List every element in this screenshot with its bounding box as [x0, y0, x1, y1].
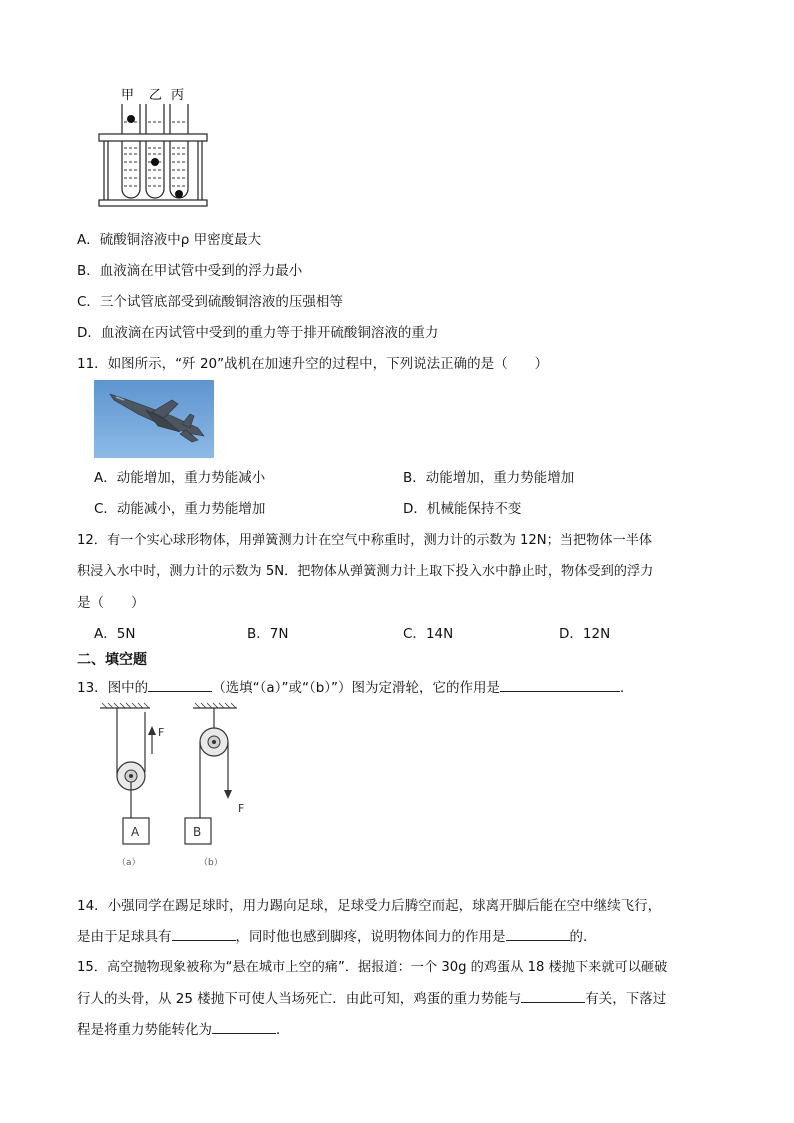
q11-option-a: A．动能增加，重力势能减小: [94, 470, 266, 486]
force-label-b: F: [238, 802, 245, 815]
q15-blank-2[interactable]: [212, 1019, 276, 1034]
q14-blank-2[interactable]: [506, 926, 570, 941]
q14-blank-1[interactable]: [172, 926, 236, 941]
q10-option-a: A．硫酸铜溶液中ρ 甲密度最大: [77, 232, 262, 248]
test-tube-rack-figure: [96, 86, 210, 210]
blood-drop-yi: [151, 158, 159, 166]
tube-label-jia: 甲: [121, 88, 135, 103]
q15-line2: 行人的头骨，从 25 楼抛下可使人当场死亡．由此可知，鸡蛋的重力势能与 有关，下落过: [77, 987, 666, 1007]
q12-option-d: D．12N: [559, 626, 611, 642]
q10-option-b: B．血液滴在甲试管中受到的浮力最小: [77, 263, 303, 279]
q11-option-b: B．动能增加，重力势能增加: [403, 470, 575, 486]
blood-drop-bing: [175, 190, 183, 198]
q11-stem: 11．如图所示，“歼 20”战机在加速升空的过程中，下列说法正确的是（ ）: [77, 356, 549, 372]
q12-stem-line2: 积浸入水中时，测力计的示数为 5N．把物体从弹簧测力计上取下投入水中静止时，物体受到的浮力: [77, 564, 654, 579]
q10-option-c: C．三个试管底部受到硫酸铜溶液的压强相等: [77, 294, 343, 310]
q12-stem-line3: 是（ ）: [77, 595, 145, 611]
tube-label-bing: 丙: [171, 88, 185, 103]
q14-line1: 14．小强同学在踢足球时，用力踢向足球，足球受力后腾空而起，球离开脚后能在空中继续飞行，: [77, 898, 662, 914]
q15-blank-1[interactable]: [521, 988, 585, 1003]
q12-option-c: C．14N: [403, 626, 454, 642]
block-b-label: B: [193, 825, 202, 839]
q15-line3: 程是将重力势能转化为 ．: [77, 1018, 290, 1038]
caption-a: （a）: [117, 858, 141, 868]
j20-fighter-photo: [94, 380, 214, 458]
q14-line2: 是由于足球具有 ，同时他也感到脚疼，说明物体间力的作用是 的．: [77, 925, 597, 945]
q11-option-d: D．机械能保持不变: [403, 501, 522, 517]
pulley-figure: [95, 702, 255, 872]
q13-stem: 13．图中的 （选填“（a）”或“（b）”）图为定滑轮，它的作用是 ．: [77, 676, 634, 696]
section-title-fill-in: 二、填空题: [77, 652, 147, 668]
q15-line1: 15．高空抛物现象被称为“悬在城市上空的痛”．据报道：一个 30g 的鸡蛋从 18 楼抛下来就可以砸破: [77, 960, 668, 975]
blood-drop-jia: [127, 115, 135, 123]
caption-b: （b）: [199, 858, 223, 868]
q12-option-b: B．7N: [247, 626, 289, 642]
q10-option-d: D．血液滴在丙试管中受到的重力等于排开硫酸铜溶液的重力: [77, 325, 439, 341]
q11-option-c: C．动能减小，重力势能增加: [94, 501, 266, 517]
q12-stem-line1: 12．有一个实心球形物体，用弹簧测力计在空气中称重时，测力计的示数为 12N；当把物体一半体: [77, 533, 653, 548]
q13-blank-2[interactable]: [500, 677, 620, 692]
q12-option-a: A．5N: [94, 626, 136, 642]
force-label-a: F: [158, 726, 165, 739]
q13-blank-1[interactable]: [148, 677, 212, 692]
block-a-label: A: [131, 825, 140, 839]
tube-label-yi: 乙: [149, 88, 163, 103]
